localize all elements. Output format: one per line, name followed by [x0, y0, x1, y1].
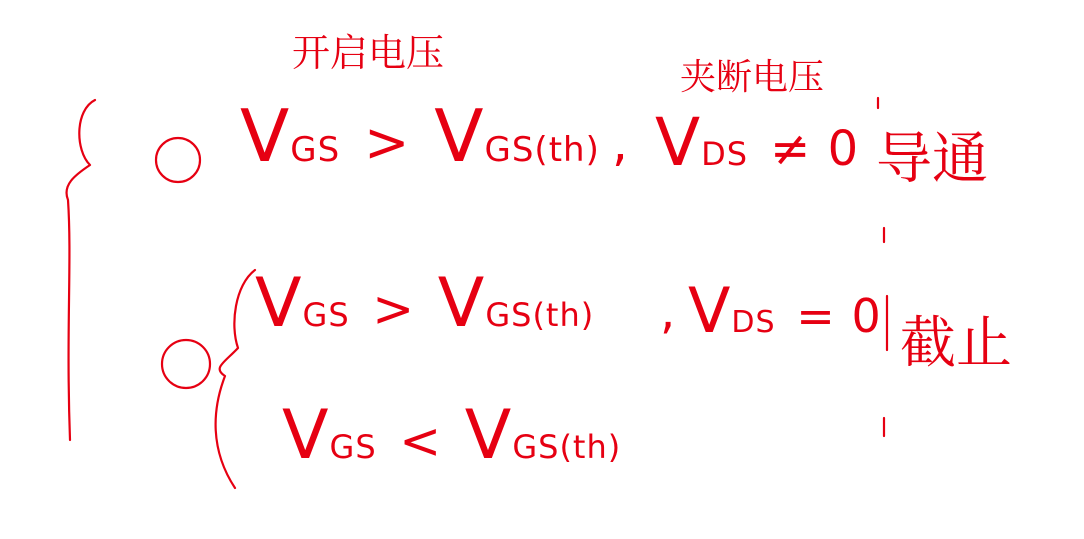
case1-vds-condition: VDS ≠ 0: [655, 104, 860, 181]
case1-condition: [240, 94, 600, 178]
case2-line1-condition: VGS > VGS(th): [255, 264, 595, 343]
case1-state: 导通: [876, 127, 988, 192]
case2-line1-separator: ,: [660, 284, 677, 340]
case1-threshold: VGS(th): [434, 94, 600, 178]
turn-on-voltage-label: 开启电压: [292, 31, 445, 75]
outer-brace: [67, 100, 95, 440]
case2-line1-vds-condition: VDS = 0: [688, 274, 882, 347]
case1-operator: >: [364, 111, 411, 174]
case2-state: 截止: [900, 311, 1012, 376]
inner-brace: [216, 270, 255, 488]
pinch-off-voltage-label: 夹断电压: [680, 57, 825, 98]
case2-line2-condition: VGS < VGS(th): [282, 396, 622, 475]
case1-vgs: VGS: [240, 94, 341, 178]
case1-separator: ,: [612, 114, 629, 172]
